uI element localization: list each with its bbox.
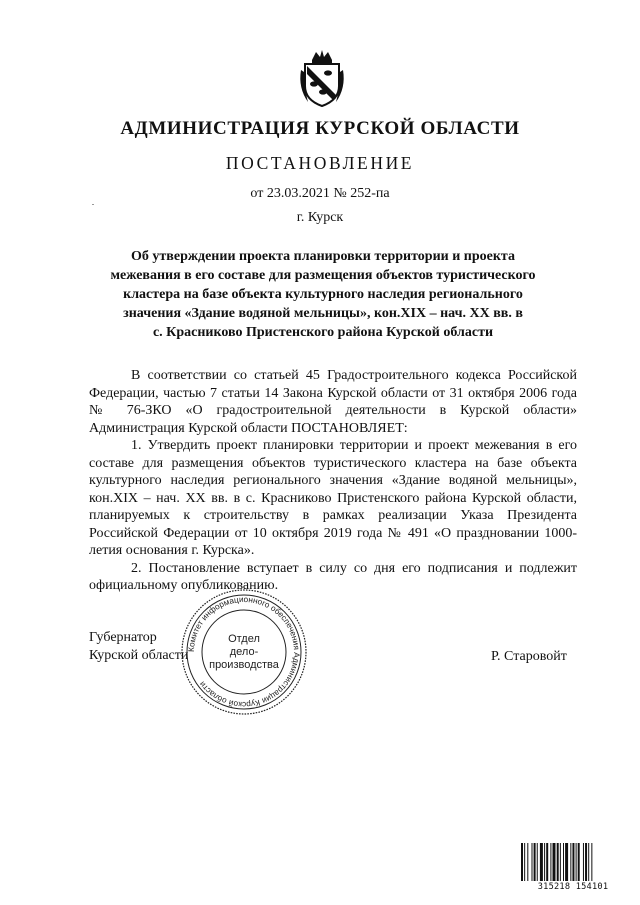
position-line: Курской области xyxy=(89,648,189,663)
barcode-bar xyxy=(583,843,584,881)
document-subject xyxy=(88,247,558,342)
barcode-bar xyxy=(534,843,536,881)
stamp-text-line: производства xyxy=(209,659,279,671)
barcode-bar xyxy=(585,843,587,881)
barcode-bar xyxy=(578,843,580,881)
item-2-paragraph: 2. Постановление вступает в силу со дня его подписания и подлежит официальному опубликованию. xyxy=(89,560,577,593)
document-type: ПОСТАНОВЛЕНИЕ xyxy=(225,153,415,173)
barcode-bar xyxy=(540,843,543,881)
signatory-name: Р. Старовойт xyxy=(491,649,567,664)
barcode-bar xyxy=(565,843,568,881)
position-line: Губернатор xyxy=(89,630,157,645)
stamp-text-line: Отдел xyxy=(228,633,260,645)
barcode-bar xyxy=(524,843,525,881)
subject-line: с. Красниково Пристенского района Курской области xyxy=(152,325,494,340)
subject-line: кластера на базе объекта культурного наследия регионального xyxy=(123,287,523,302)
barcode-bar xyxy=(563,843,564,881)
barcode-bar xyxy=(550,843,551,881)
official-stamp xyxy=(180,588,308,716)
coat-of-arms-icon xyxy=(298,48,346,108)
barcode-bar xyxy=(532,843,533,881)
barcode-bar xyxy=(537,843,538,881)
barcode-bar xyxy=(546,843,548,881)
subject-line: значения «Здание водяной мельницы», кон.XIX – нач. XX вв. в xyxy=(123,306,523,321)
barcode-bar xyxy=(591,843,592,881)
barcode-bar xyxy=(588,843,589,881)
barcode-bar xyxy=(572,843,574,881)
barcode-bar xyxy=(553,843,556,881)
scan-mark xyxy=(92,204,94,205)
barcode-number: 315218 154101 xyxy=(537,882,609,892)
document-body xyxy=(89,367,577,595)
stamp-ring-text: Комитет информационного обеспечения Администрации Курской области xyxy=(186,594,302,710)
barcode-bar xyxy=(544,843,545,881)
barcode-bar xyxy=(527,843,528,881)
document-date-number: от 23.03.2021 № 252-па xyxy=(250,186,390,201)
stamp-text-line: дело- xyxy=(229,646,259,658)
item-1-paragraph: 1. Утвердить проект планировки территории и проект межевания в его составе для размещения объектов туристического кластера на базе объекта культурного наследия регионального значения «Здание водяной мельницы», кон.XIX – нач. XX вв. в с. Красниково Пристенского района Курской области, планируемых к строительству в рамках реализации Указа Президента Российской Федерации от 10 октября 2019 года № 491 «О праздновании 1000-летия основания г. Курска». xyxy=(89,438,577,558)
organization-title: АДМИНИСТРАЦИЯ КУРСКОЙ ОБЛАСТИ xyxy=(120,118,520,139)
subject-line: межевания в его составе для размещения объектов туристического xyxy=(110,268,536,283)
signatory-position xyxy=(89,629,188,665)
subject-line: Об утверждении проекта планировки территории и проекта xyxy=(131,249,515,264)
barcode-bar xyxy=(521,843,523,881)
barcode-bar xyxy=(557,843,559,881)
barcode xyxy=(521,843,625,881)
barcode-bar xyxy=(560,843,561,881)
barcode-bar xyxy=(570,843,571,881)
document-city: г. Курск xyxy=(296,210,344,225)
barcode-bar xyxy=(576,843,577,881)
preamble-paragraph: В соответствии со статьей 45 Градостроительного кодекса Российской Федерации, частью 7 статьи 14 Закона Курской области от 31 октября 2006 года № 76-ЗКО «О градостроительной деятельности в Курской области» Администрация Курской области ПОСТАНОВЛЯЕТ: xyxy=(89,368,577,436)
